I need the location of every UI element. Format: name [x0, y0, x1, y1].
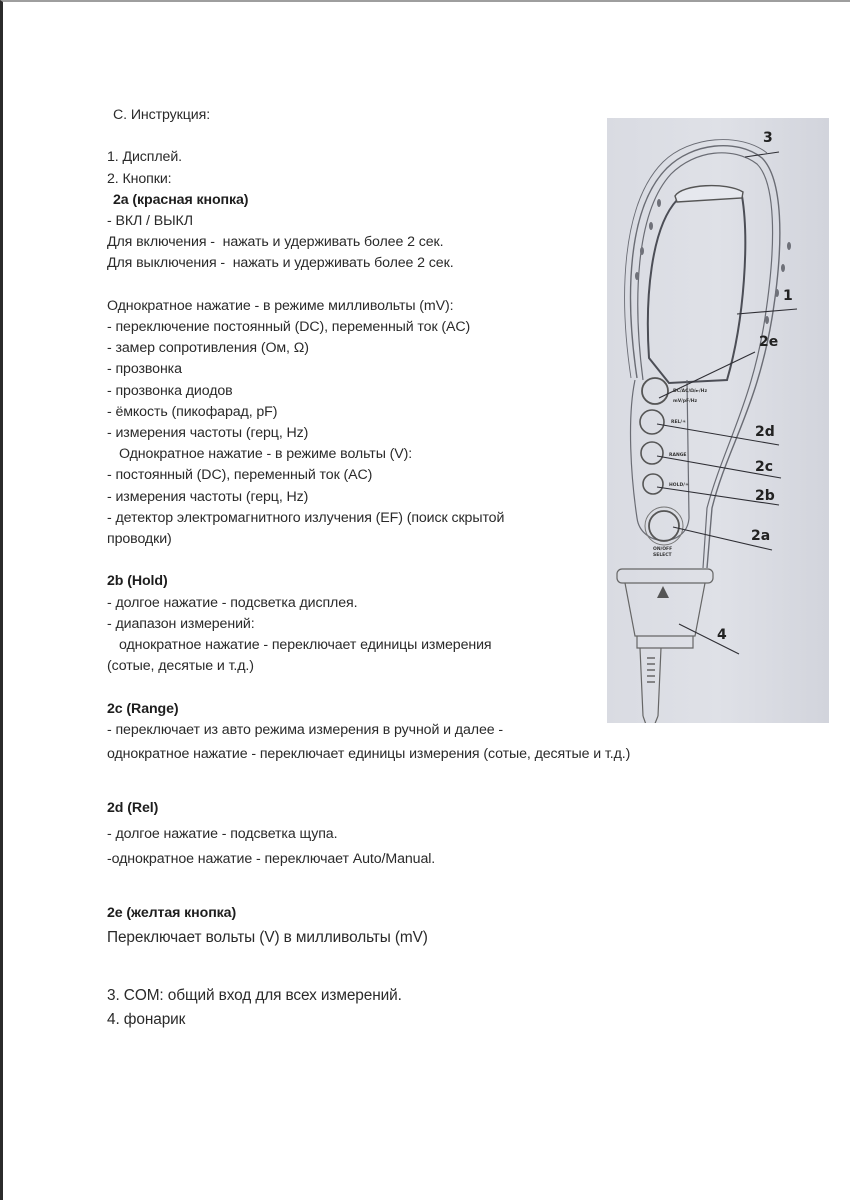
- section-2b-line: - долгое нажатие - подсветка дисплея.: [107, 594, 358, 611]
- section-2d-line: -однократное нажатие - переключает Auto/Manual.: [107, 850, 436, 867]
- v-mode-item: - измерения частоты (герц, Hz): [107, 488, 309, 505]
- section-2a-line: Для включения - нажать и удерживать более 2 сек.: [107, 234, 444, 251]
- item-display: 1. Дисплей.: [107, 149, 183, 166]
- callout-3: 3: [763, 130, 773, 146]
- button-2e-label: DC/AC/Ω/►/Hz: [673, 389, 708, 394]
- v-mode-header: Однократное нажатие - в режиме вольты (V):: [119, 446, 413, 463]
- svg-text:SELECT: SELECT: [653, 553, 672, 558]
- mv-mode-item: - прозвонка: [107, 361, 182, 378]
- svg-text:HOLD/☀: HOLD/☀: [669, 483, 689, 488]
- section-2b-line: однократное нажатие - переключает единицы измерения: [119, 637, 492, 654]
- callout-2e: 2e: [759, 334, 779, 350]
- section-2e-line: Переключает вольты (V) в милливольты (mV): [107, 929, 428, 947]
- section-2c-line: - переключает из авто режима измерения в ручной и далее -: [107, 721, 504, 738]
- section-2b-title: 2b (Hold): [107, 573, 168, 590]
- section-2a-line: Для выключения - нажать и удерживать более 2 сек.: [107, 255, 454, 272]
- v-mode-item: - постоянный (DC), переменный ток (AC): [107, 467, 373, 484]
- section-2a-line: - ВКЛ / ВЫКЛ: [107, 213, 193, 229]
- item-com: 3. COM: общий вход для всех измерений.: [107, 986, 402, 1004]
- section-2b-line: - диапазон измерений:: [107, 615, 255, 632]
- mv-mode-item: - прозвонка диодов: [107, 382, 233, 399]
- v-mode-item: - детектор электромагнитного излучения (EF) (поиск скрытой: [107, 509, 505, 526]
- item-flashlight: 4. фонарик: [107, 1010, 186, 1028]
- mv-mode-item: - измерения частоты (герц, Hz): [107, 425, 309, 442]
- callout-4: 4: [717, 627, 727, 643]
- section-2d-line: - долгое нажатие - подсветка щупа.: [107, 825, 338, 842]
- v-mode-item: проводки): [107, 531, 172, 548]
- callout-2a: 2a: [751, 528, 771, 544]
- section-2e-title: 2e (желтая кнопка): [107, 905, 237, 922]
- callout-1: 1: [783, 288, 793, 304]
- section-2a-title: 2а (красная кнопка): [113, 191, 249, 208]
- svg-text:REL/☀: REL/☀: [671, 420, 687, 425]
- mv-mode-item: - ёмкость (пикофарад, pF): [107, 403, 278, 420]
- section-2c-title: 2c (Range): [107, 700, 179, 717]
- item-buttons: 2. Кнопки:: [107, 170, 172, 187]
- mv-mode-item: - замер сопротивления (Ом, Ω): [107, 340, 309, 357]
- device-diagram-photo: [607, 118, 829, 723]
- svg-text:RANGE: RANGE: [669, 453, 687, 458]
- callout-2c: 2c: [755, 459, 774, 475]
- callout-2d: 2d: [755, 424, 775, 440]
- mv-mode-header: Однократное нажатие - в режиме милливольты (mV):: [107, 297, 454, 314]
- callout-2b: 2b: [755, 488, 775, 504]
- svg-text:ON/OFF: ON/OFF: [653, 547, 673, 552]
- section-2b-line: (сотые, десятые и т.д.): [107, 658, 254, 675]
- mv-mode-item: - переключение постоянный (DC), переменный ток (AC): [107, 319, 471, 335]
- section-2c-line: однократное нажатие - переключает единицы измерения (сотые, десятые и т.д.): [107, 746, 631, 763]
- svg-text:mV/pF/Hz: mV/pF/Hz: [673, 399, 698, 404]
- section-heading: С. Инструкция:: [113, 107, 211, 123]
- section-2d-title: 2d (Rel): [107, 800, 159, 817]
